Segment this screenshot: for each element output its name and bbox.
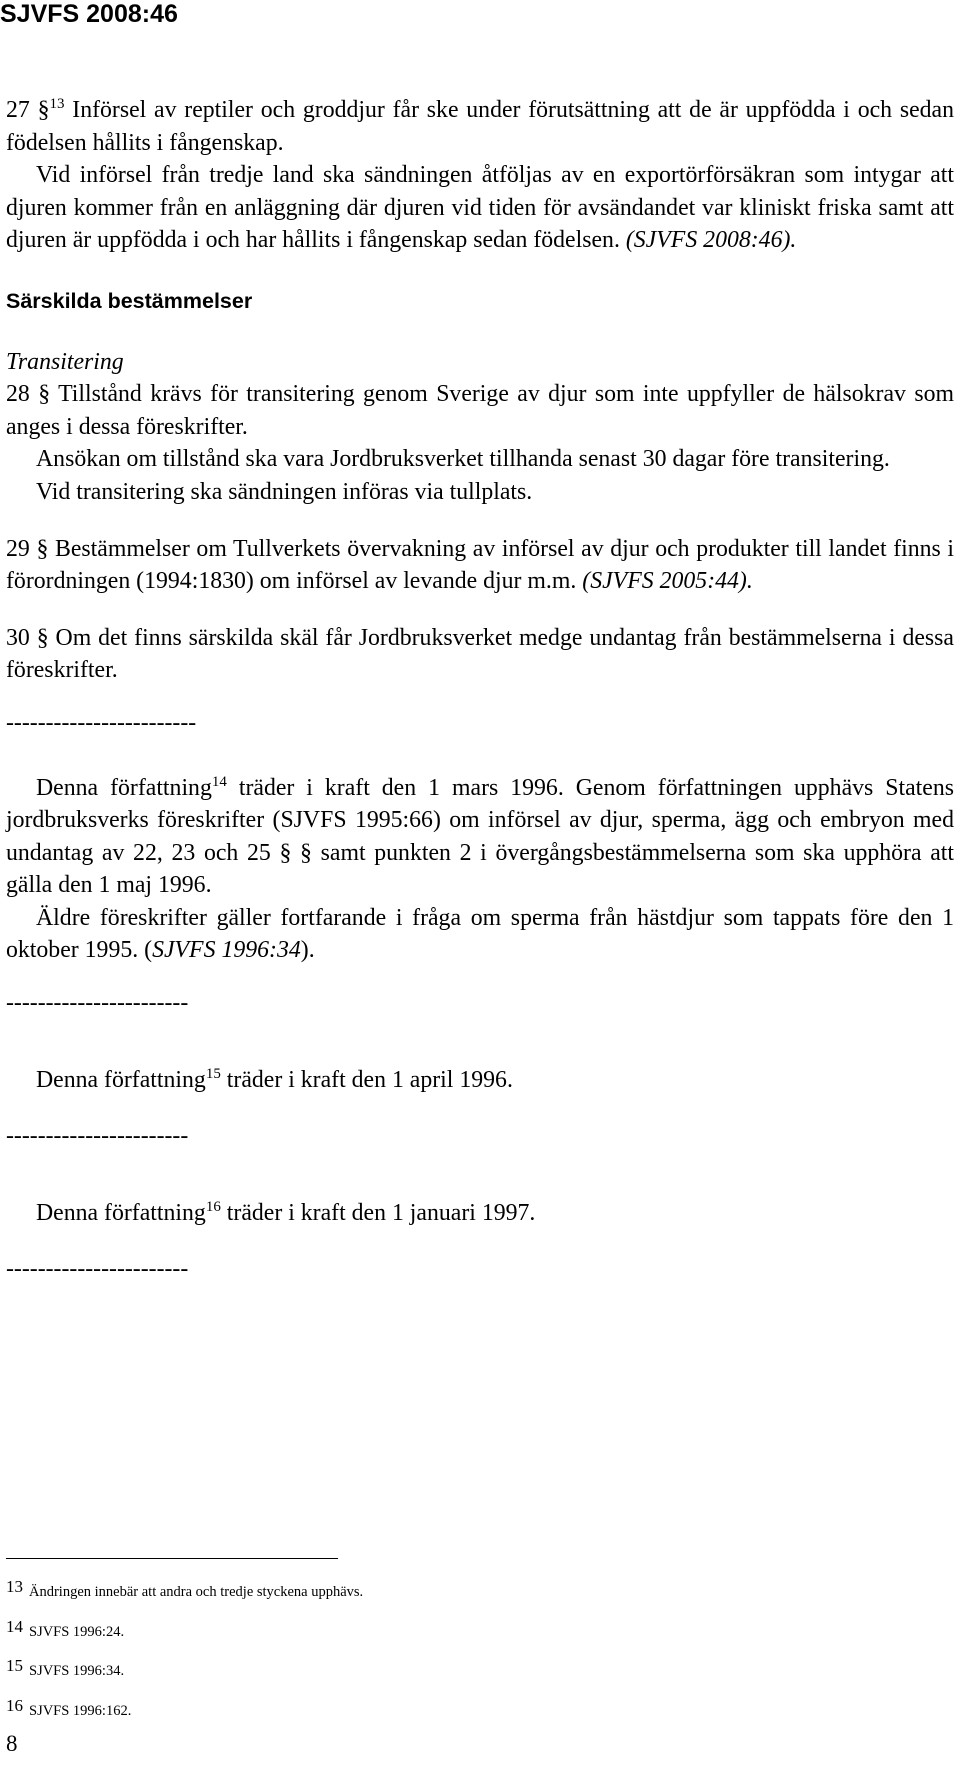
footnote-number: 16 — [6, 1695, 23, 1715]
section-sign: § — [36, 624, 49, 651]
transition-3-text: träder i kraft den 1 januari 1997. — [226, 1199, 536, 1226]
section-number: 29 — [6, 535, 30, 562]
footnote-text: SJVFS 1996:24. — [29, 1623, 125, 1640]
transition-2-text: träder i kraft den 1 april 1996. — [226, 1066, 513, 1093]
transition-2-intro: Denna författning — [36, 1066, 206, 1093]
section-27-text-1: Införsel av reptiler och groddjur får ske under förutsättning att de är uppfödda i och sedan födelsen hållits i fångenskap. — [6, 97, 955, 156]
section-27-paragraph-2 — [6, 159, 954, 257]
transition-3 — [6, 1197, 954, 1230]
footnote-text: Ändringen innebär att andra och tredje styckena upphävs. — [29, 1584, 364, 1600]
section-28-text-1: Tillstånd krävs för transitering genom Sverige av djur som inte uppfyller de hälsokrav som anges i dessa föreskrifter. — [6, 381, 954, 440]
page-number: 8 — [6, 1731, 18, 1756]
section-28-paragraph-1 — [6, 378, 954, 443]
section-number: 27 — [6, 97, 30, 123]
footnote-13 — [6, 1570, 363, 1610]
footnote-text: SJVFS 1996:34. — [29, 1663, 125, 1679]
footnote-ref-14: 14 — [211, 773, 227, 790]
separator-2: ----------------------- — [6, 990, 189, 1017]
section-sign: § — [37, 97, 50, 123]
heading-transit: Transitering — [6, 348, 124, 375]
transition-1-paragraph-2 — [6, 902, 954, 967]
footnote-14 — [6, 1610, 363, 1650]
separator-4: ----------------------- — [6, 1256, 189, 1283]
section-29-reference: (SJVFS 2005:44). — [582, 568, 753, 595]
section-27-paragraph-1 — [6, 94, 954, 159]
transition-1-intro: Denna författning — [36, 774, 212, 801]
section-sign: § — [38, 381, 51, 408]
transition-1-paragraph-1 — [6, 772, 954, 902]
section-28-paragraph-2: Ansökan om tillstånd ska vara Jordbruksverket tillhanda senast 30 dagar före transitering. — [36, 446, 890, 473]
section-29 — [6, 533, 954, 598]
section-30 — [6, 622, 954, 687]
separator-1: ------------------------ — [6, 709, 197, 736]
section-number: 30 — [6, 624, 30, 651]
transition-2 — [6, 1064, 954, 1097]
section-28-paragraph-3: Vid transitering ska sändningen införas via tullplats. — [36, 478, 533, 505]
section-30-text: Om det finns särskilda skäl får Jordbruksverket medge undantag från bestämmelserna i dessa föreskrifter. — [6, 624, 954, 684]
section-sign: § — [36, 535, 49, 562]
footnote-text: SJVFS 1996:162. — [29, 1702, 132, 1719]
transition-1-reference: SJVFS 1996:34 — [152, 937, 301, 964]
footnote-number: 15 — [6, 1656, 23, 1675]
document-body — [6, 94, 954, 1286]
transition-3-intro: Denna författning — [36, 1199, 206, 1226]
footnote-number: 13 — [6, 1577, 23, 1596]
transition-1-text: träder i kraft den 1 mars 1996. Genom författningen upphävs Statens jordbruksverks föreskrifter (SJVFS 1995:66) om införsel av djur, sperma, ägg och embryon med undantag av 22, 23 och 25 — [6, 774, 955, 866]
section-27-text-2: Vid införsel från tredje land ska sändningen åtföljas av en exportörförsäkran som intygar att djuren kommer från en anläggning där djuren vid tiden för avsändandet var kliniskt friska samt att djuren är uppfödda i och har hållits i fångenskap sedan födelsen. — [6, 162, 954, 254]
heading-special-provisions: Särskilda bestämmelser — [6, 288, 253, 313]
footnote-ref-13: 13 — [49, 96, 65, 112]
section-signs: § § — [279, 839, 312, 866]
section-number: 28 — [6, 381, 30, 408]
section-27-reference: (SJVFS 2008:46). — [625, 227, 797, 254]
section-29-text: Bestämmelser om Tullverkets övervakning av införsel av djur och produkter till landet finns i förordningen (1994:1830) om införsel av levande djur m.m. — [6, 535, 955, 595]
page-header: SJVFS 2008:46 — [0, 0, 178, 28]
transition-1-text-2: samt punkten 2 i övergångsbestämmelserna som ska upphöra att gälla den 1 maj 1996. — [6, 839, 955, 899]
footnote-15 — [6, 1649, 363, 1689]
footnote-16 — [6, 1689, 363, 1729]
footnote-rule — [6, 1558, 338, 1559]
footnotes — [6, 1570, 363, 1728]
footnote-ref-15: 15 — [205, 1065, 221, 1082]
footnote-ref-16: 16 — [205, 1198, 221, 1215]
transition-1-end: ). — [300, 937, 315, 964]
footnote-number: 14 — [6, 1616, 23, 1636]
transition-1-text-3: Äldre föreskrifter gäller fortfarande i fråga om sperma från hästdjur som tappats före den 1 oktober 1995. ( — [6, 904, 954, 964]
separator-3: ----------------------- — [6, 1123, 189, 1150]
